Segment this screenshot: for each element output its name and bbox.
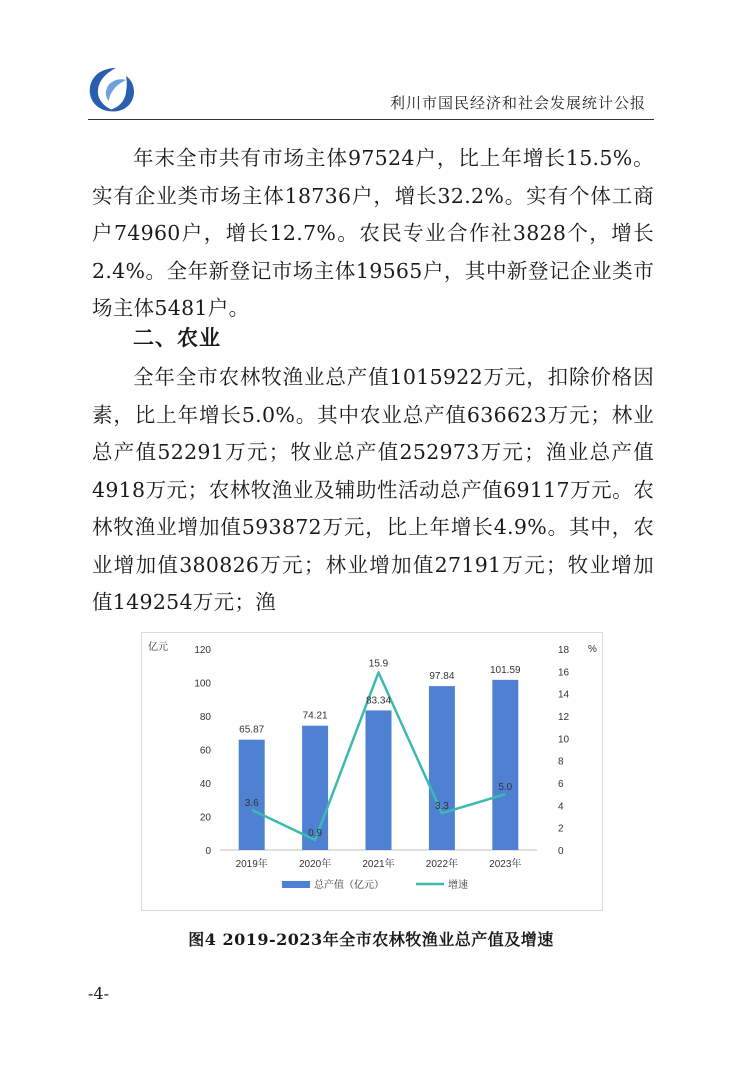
y-right-tick-label: 2: [558, 823, 564, 835]
y-left-unit-label: 亿元: [148, 642, 168, 653]
bar-value-label: 101.59: [490, 664, 521, 676]
paragraph-market-entities: 年末全市共有市场主体97524户，比上年增长15.5%。实有企业类市场主体18736户，增长32.2%。实有个体工商户74960户，增长12.7%。农民专业合作社3828个，增长2.4%。全年新登记市场主体19565户，其中新登记企业类市场主体5481户。: [92, 146, 654, 320]
x-tick-label: 2021年: [362, 859, 395, 870]
x-tick-label: 2020年: [298, 859, 332, 870]
bar-value-label: 74.21: [302, 710, 328, 722]
output-growth-chart: [142, 633, 602, 910]
y-left-tick-label: 80: [199, 712, 211, 723]
y-left-tick-label: 100: [194, 678, 211, 690]
bar-total-output: [429, 686, 455, 850]
y-right-tick-label: 16: [558, 667, 570, 679]
y-right-tick-label: 0: [558, 846, 564, 857]
y-right-tick-label: 8: [558, 756, 564, 768]
y-right-tick-label: 12: [558, 712, 570, 723]
bar-value-label: 97.84: [429, 671, 455, 683]
y-left-tick-label: 120: [194, 645, 211, 656]
section-heading: 二、农业: [133, 326, 221, 350]
legend-bar-label: 总产值（亿元）: [314, 880, 384, 891]
y-right-tick-label: 4: [558, 801, 564, 813]
header-title: 利川市国民经济和社会发展统计公报: [389, 94, 646, 112]
y-right-tick-label: 18: [558, 645, 570, 656]
y-left-tick-label: 20: [199, 812, 211, 824]
line-value-label: 15.9: [368, 658, 389, 670]
y-left-tick-label: 40: [199, 779, 211, 790]
y-left-tick-label: 60: [199, 745, 211, 757]
paragraph-agriculture: 全年全市农林牧渔业总产值1015922万元，扣除价格因素，比上年增长5.0%。其中农业总产值636623万元；林业总产值52291万元；牧业总产值252973万元；渔业总产值4918万元；农林牧渔业及辅助性活动总产值69117万元。农林牧渔业增加值593872万元，比上年增长4.9%。其中，农业增加值380826万元；林业增加值27191万元；牧业增加值149254万元；渔: [92, 365, 654, 614]
y-right-tick-label: 10: [558, 734, 570, 746]
logo-icon: [86, 64, 140, 116]
line-value-label: 3.3: [434, 801, 449, 813]
x-tick-label: 2022年: [425, 859, 459, 870]
bar-total-output: [239, 740, 265, 850]
line-value-label: 0.9: [308, 827, 323, 839]
page-number: -4-: [88, 984, 109, 1003]
header-divider: [88, 119, 654, 120]
y-left-tick-label: 0: [205, 846, 211, 857]
line-value-label: 5.0: [498, 782, 513, 794]
bar-value-label: 83.34: [365, 695, 392, 707]
bar-total-output: [366, 710, 392, 850]
legend-bar-swatch: [282, 881, 310, 888]
bar-value-label: 65.87: [239, 724, 265, 736]
bar-total-output: [492, 680, 518, 850]
y-right-tick-label: 6: [558, 779, 564, 790]
chart-container: [141, 632, 603, 911]
y-right-tick-label: 14: [558, 689, 570, 701]
y-right-unit-label: %: [588, 644, 597, 655]
line-value-label: 3.6: [244, 797, 259, 809]
figure-caption: 图4 2019-2023年全市农林牧渔业总产值及增速: [188, 930, 554, 949]
x-tick-label: 2023年: [489, 859, 522, 870]
x-tick-label: 2019年: [235, 859, 268, 870]
legend-line-label: 增速: [448, 880, 468, 891]
